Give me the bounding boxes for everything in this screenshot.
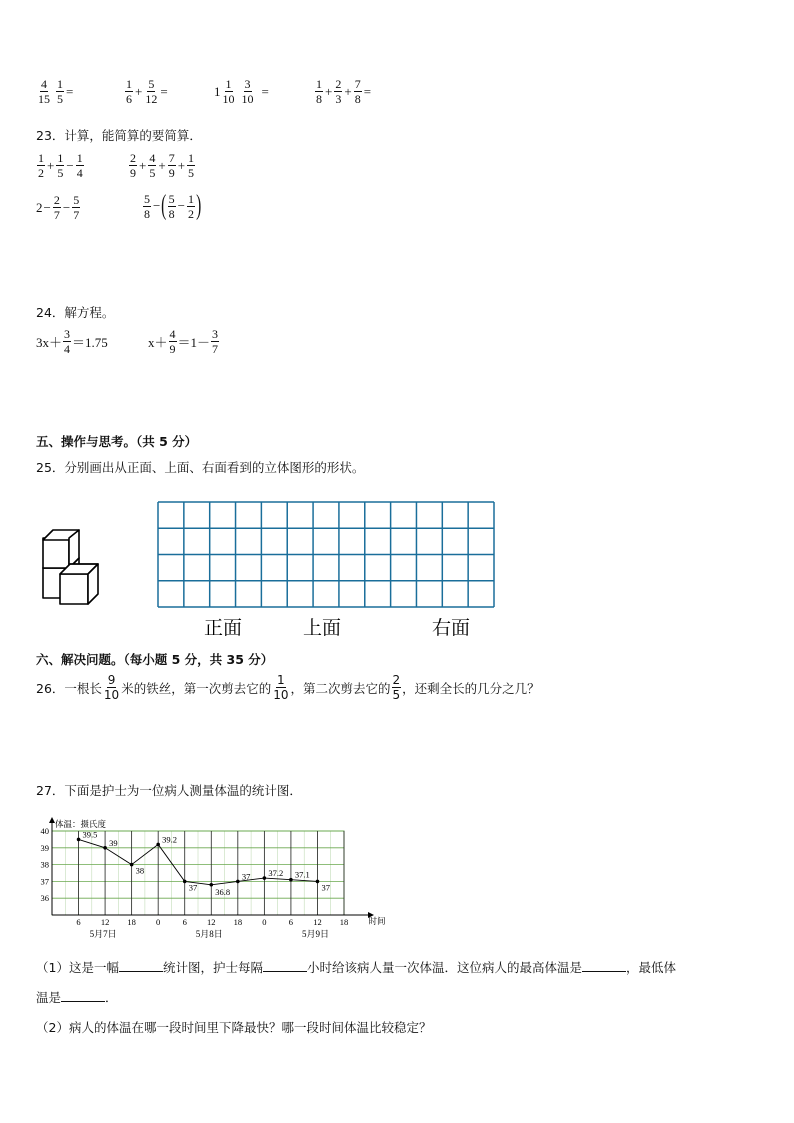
q25-title: 25．分别画出从正面、上面、右面看到的立体图形的形状。	[36, 460, 365, 475]
numerator: 1	[38, 151, 44, 165]
chart-day-label: 5月7日	[89, 929, 117, 939]
numerator: 3	[64, 327, 71, 341]
plus-sign: +	[158, 157, 166, 173]
numerator: 1	[316, 77, 322, 91]
q27-title: 27．下面是护士为一位病人测量体温的统计图．	[36, 783, 302, 798]
cube-stack-figure	[38, 530, 110, 608]
chart-y-axis-label: 体温：摄氏度	[55, 819, 107, 829]
equation-left: 3x＋	[36, 335, 63, 350]
numerator: 3	[244, 77, 251, 91]
minus-sign: −	[62, 199, 71, 215]
q26-text-2: 米的铁丝，第一次剪去它的	[121, 680, 272, 696]
chart-data-label: 39.2	[162, 834, 178, 845]
q27-sub1-text-a: （1）这是一幅	[36, 960, 119, 975]
chart-y-tick-label: 38	[40, 859, 49, 870]
q24-title: 24．解方程。	[36, 305, 115, 320]
q27-sub1-text-e: 温是	[36, 990, 62, 1005]
chart-day-label: 5月8日	[195, 929, 223, 939]
equals-sign: =	[261, 83, 269, 99]
fraction-expr-3	[214, 78, 270, 105]
chart-x-tick-label: 6	[76, 917, 81, 927]
chart-data-point	[103, 846, 107, 850]
chart-y-tick-label: 39	[40, 842, 49, 853]
q27-sub1-text-f: ．	[105, 990, 118, 1005]
chart-y-tick-label: 37	[40, 876, 49, 887]
chart-data-label: 36.8	[215, 886, 231, 897]
numerator: 2	[392, 673, 401, 687]
denominator: 10	[103, 688, 120, 702]
q27-sub1-text-b: 统计图，护士每隔	[162, 960, 263, 975]
equals-sign: =	[363, 83, 372, 99]
chart-data-point	[183, 880, 187, 884]
plus-sign: +	[47, 157, 55, 173]
q23-expr-1	[36, 152, 85, 179]
denominator: 5	[392, 688, 401, 702]
chart-x-tick-label: 12	[100, 917, 110, 927]
chart-data-point	[316, 880, 320, 884]
fraction-expr-1	[36, 78, 74, 105]
minus-sign: −	[177, 198, 186, 213]
denominator: 12	[145, 92, 158, 106]
chart-x-axis-label: 时间	[368, 916, 386, 926]
plus-sign: +	[135, 83, 143, 99]
equals-sign: =	[66, 83, 74, 99]
denominator: 4	[64, 342, 71, 356]
denominator: 2	[38, 166, 44, 180]
chart-data-point	[77, 838, 81, 842]
plus-sign: +	[344, 83, 352, 99]
numerator: 2	[130, 151, 136, 165]
q23-title: 23．计算，能简算的要简算．	[36, 128, 202, 143]
numerator: 5	[144, 191, 150, 206]
equation-left: x＋	[148, 335, 168, 350]
q26-text-3: ，第二次剪去它的	[290, 680, 391, 696]
numerator: 7	[354, 77, 361, 91]
denominator: 7	[73, 208, 80, 222]
q27-sub1-line1	[36, 958, 676, 976]
equals-sign: =	[160, 83, 168, 99]
q27-sub1-text-d: ，最低体	[626, 960, 677, 975]
denominator: 15	[38, 92, 50, 106]
denominator: 10	[273, 688, 289, 702]
numerator: 1	[57, 77, 63, 91]
numerator: 1	[126, 77, 132, 91]
numerator: 1	[225, 77, 232, 91]
q27-sub1-text-c: 小时给该病人量一次体温．这位病人的最高体温是	[306, 960, 582, 975]
denominator: 10	[241, 92, 254, 106]
q23-expr-3	[36, 194, 81, 221]
denominator: 7	[212, 342, 219, 356]
denominator: 5	[188, 166, 195, 180]
chart-y-tick-label: 36	[40, 893, 49, 904]
plus-sign: +	[177, 157, 186, 173]
q26-text-4: ，还剩全长的几分之几？	[402, 680, 540, 696]
answer-blank-interval[interactable]	[263, 960, 307, 972]
chart-data-label: 38	[135, 865, 145, 876]
whole-number: 2	[36, 199, 43, 215]
chart-data-point	[236, 880, 240, 884]
q23-expr-4	[142, 192, 201, 220]
numerator: 1	[57, 151, 64, 165]
denominator: 5	[57, 92, 63, 106]
minus-sign: −	[66, 157, 74, 173]
denominator: 2	[188, 206, 195, 221]
drawing-grid	[157, 501, 495, 608]
chart-data-label: 39	[109, 837, 118, 848]
answer-blank-lowest[interactable]	[61, 990, 105, 1002]
temperature-line-chart	[34, 815, 386, 945]
chart-data-point	[263, 876, 267, 880]
q26-question	[36, 674, 540, 701]
answer-blank-highest[interactable]	[582, 960, 626, 972]
section-5-heading: 五、操作与思考。（共 5 分）	[36, 434, 198, 449]
numerator: 4	[169, 327, 176, 341]
denominator: 5	[149, 166, 156, 180]
chart-y-tick-label: 40	[40, 826, 49, 836]
q27-sub2: （2）病人的体温在哪一段时间里下降最快？哪一段时间体温比较稳定？	[36, 1020, 432, 1035]
plus-sign: +	[325, 83, 333, 99]
plus-sign: +	[139, 157, 147, 173]
label-top-view: 上面	[303, 617, 342, 639]
denominator: 9	[130, 166, 136, 180]
denominator: 8	[354, 92, 361, 106]
label-right-view: 右面	[432, 617, 471, 639]
fraction-expr-2	[124, 78, 169, 105]
chart-day-label: 5月9日	[301, 929, 329, 939]
equation-right: ＝1.75	[72, 335, 108, 350]
denominator: 9	[168, 166, 175, 180]
chart-data-point	[130, 863, 134, 867]
denominator: 8	[168, 206, 175, 221]
numerator: 1	[188, 151, 195, 165]
chart-x-tick-label: 12	[207, 917, 216, 927]
numerator: 5	[168, 191, 175, 206]
chart-data-point	[156, 843, 160, 847]
denominator: 7	[53, 208, 60, 222]
q23-expr-2	[128, 152, 196, 179]
denominator: 9	[169, 342, 176, 356]
left-paren: (	[161, 190, 167, 221]
chart-x-tick-label: 6	[288, 917, 294, 927]
right-paren: )	[196, 190, 202, 221]
denominator: 6	[126, 92, 132, 106]
chart-data-label: 39.5	[82, 829, 98, 840]
denominator: 5	[57, 166, 64, 180]
minus-sign: −	[43, 199, 51, 215]
chart-x-tick-label: 6	[182, 917, 187, 927]
denominator: 4	[76, 166, 83, 180]
numerator: 1	[188, 191, 195, 206]
numerator: 2	[53, 193, 60, 207]
chart-data-point	[289, 878, 293, 882]
numerator: 2	[335, 77, 342, 91]
numerator: 5	[148, 77, 155, 91]
chart-data-label: 37.1	[294, 869, 310, 880]
chart-x-tick-label: 18	[339, 917, 349, 927]
denominator: 3	[335, 92, 342, 106]
numerator: 3	[212, 327, 219, 341]
fraction-expr-4	[314, 78, 372, 105]
chart-data-label: 37	[321, 882, 330, 893]
numerator: 4	[41, 77, 47, 91]
whole-number: 1	[214, 83, 221, 99]
answer-blank-chart-type[interactable]	[119, 960, 163, 972]
numerator: 9	[107, 673, 116, 687]
denominator: 8	[316, 92, 322, 106]
numerator: 5	[73, 193, 80, 207]
chart-x-tick-label: 0	[262, 917, 267, 927]
chart-data-label: 37	[188, 882, 198, 893]
q27-sub1-line2	[36, 988, 118, 1006]
q24-equation-2	[148, 328, 220, 355]
chart-x-tick-label: 18	[127, 917, 136, 927]
q24-equation-1	[36, 328, 108, 355]
minus-sign: −	[153, 198, 161, 213]
section-6-heading: 六、解决问题。（每小题 5 分，共 35 分）	[36, 652, 274, 667]
numerator: 4	[149, 151, 156, 165]
numerator: 1	[76, 151, 83, 165]
chart-data-point	[209, 883, 213, 887]
numerator: 1	[277, 673, 285, 687]
chart-x-tick-label: 0	[156, 917, 161, 927]
equation-mid: ＝1－	[177, 335, 211, 350]
q26-text-1: 26．一根长	[36, 680, 102, 696]
label-front-view: 正面	[204, 617, 243, 639]
denominator: 8	[144, 206, 150, 221]
chart-data-label: 37.2	[268, 868, 284, 879]
denominator: 10	[222, 92, 235, 106]
chart-x-tick-label: 12	[313, 917, 322, 927]
chart-data-label: 37	[241, 871, 251, 882]
chart-x-tick-label: 18	[233, 917, 243, 927]
numerator: 7	[168, 151, 175, 165]
